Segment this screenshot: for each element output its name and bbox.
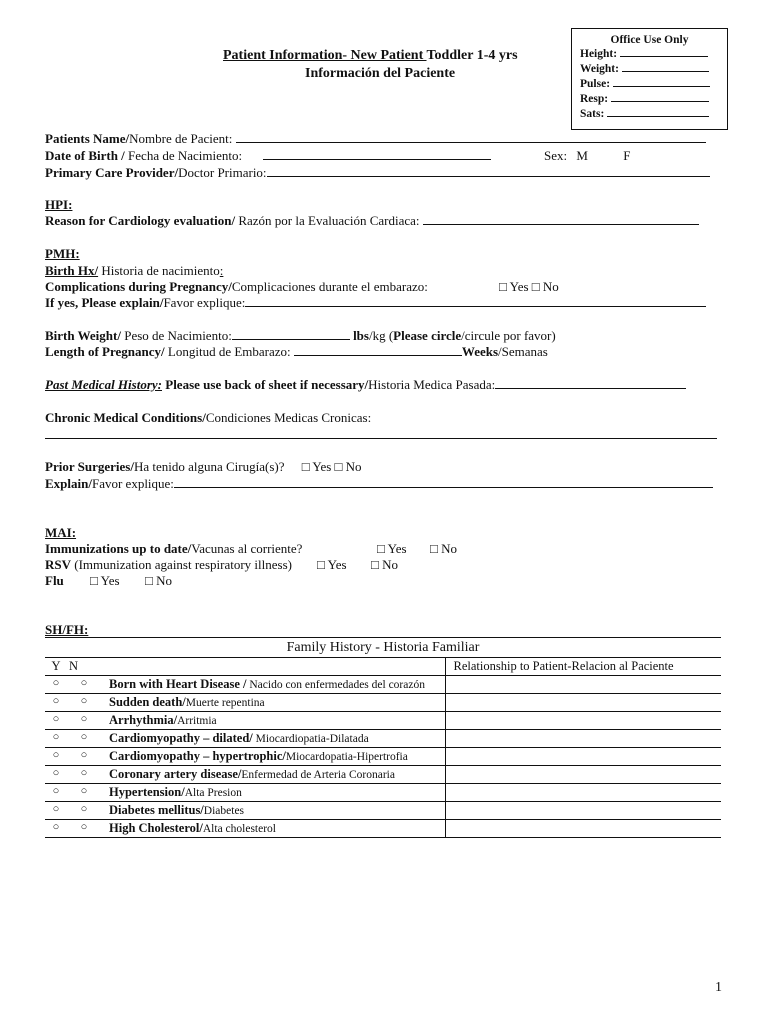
surgeries-options[interactable]: □ Yes □ No [301, 459, 362, 474]
condition-label: Hypertension/Alta Presion [101, 784, 445, 802]
relationship-field[interactable] [445, 820, 721, 838]
condition-label: Cardiomyopathy – hypertrophic/Miocardopatia-Hipertrofia [101, 748, 445, 766]
radio-no[interactable]: ○ [67, 730, 101, 748]
condition-label: Cardiomyopathy – dilated/ Miocardiopatia-Dilatada [101, 730, 445, 748]
office-weight-field[interactable]: Weight: [580, 62, 719, 77]
condition-label: Arrhythmia/Arritmia [101, 712, 445, 730]
length-pregnancy-field[interactable] [294, 345, 462, 356]
complications-row: Complications during Pregnancy/Complicaciones durante el embarazo: [45, 279, 428, 294]
radio-no[interactable]: ○ [67, 748, 101, 766]
hpi-heading: HPI: [45, 197, 73, 212]
radio-yes[interactable]: ○ [45, 784, 67, 802]
radio-no[interactable]: ○ [67, 676, 101, 694]
flu-label: Flu [45, 573, 64, 588]
birth-hx-row: Birth Hx/ Historia de nacimiento: [45, 263, 224, 278]
radio-yes[interactable]: ○ [45, 820, 67, 838]
radio-no[interactable]: ○ [67, 712, 101, 730]
surgeries-explain-field[interactable] [174, 477, 713, 488]
reason-field[interactable] [423, 214, 699, 225]
office-pulse-field[interactable]: Pulse: [580, 77, 719, 92]
col-y-header: Y [45, 658, 67, 676]
radio-yes[interactable]: ○ [45, 730, 67, 748]
office-use-header: Office Use Only [610, 34, 689, 46]
reason-row: Reason for Cardiology evaluation/ Razón por la Evaluación Cardiaca: [45, 213, 699, 229]
radio-no[interactable]: ○ [67, 802, 101, 820]
pcp-row: Primary Care Provider/Doctor Primario: [45, 165, 710, 181]
complications-options[interactable]: □ Yes □ No [499, 279, 559, 294]
table-row [45, 802, 721, 820]
length-pregnancy-row: Length of Pregnancy/ Longitud de Embarazo: Weeks/Semanas [45, 344, 548, 359]
condition-label: Diabetes mellitus/Diabetes [101, 802, 445, 820]
radio-no[interactable]: ○ [67, 820, 101, 838]
condition-label: High Cholesterol/Alta cholesterol [101, 820, 445, 838]
dob-field[interactable] [263, 149, 491, 160]
sex-f-option[interactable]: F [623, 148, 631, 163]
birth-weight-row: Birth Weight/ Peso de Nacimiento: lbs/kg (Please circle/circule por favor) [45, 328, 556, 343]
office-height-field[interactable]: Height: [580, 47, 719, 62]
table-row [45, 748, 721, 766]
relationship-field[interactable] [445, 676, 721, 694]
birth-weight-field[interactable] [232, 329, 350, 340]
relationship-field[interactable] [445, 748, 721, 766]
table-row [45, 766, 721, 784]
table-row [45, 730, 721, 748]
rsv-yes[interactable]: □ Yes [317, 557, 347, 572]
col-n-header: N [67, 658, 101, 676]
col-relationship-header: Relationship to Patient-Relacion al Paciente [445, 658, 721, 676]
surgeries-explain-row: Explain/Favor explique: [45, 476, 713, 492]
chronic-row: Chronic Medical Conditions/Condiciones Medicas Cronicas: [45, 410, 372, 425]
pcp-field[interactable] [267, 166, 710, 177]
surgeries-row: Prior Surgeries/Ha tenido alguna Cirugía(s)? □ Yes □ No [45, 459, 362, 474]
family-history-header-row [45, 658, 721, 676]
relationship-field[interactable] [445, 694, 721, 712]
immunizations-yes[interactable]: □ Yes [377, 541, 407, 556]
immunizations-no[interactable]: □ No [430, 541, 457, 556]
dob-row: Date of Birth / Fecha de Nacimiento: [45, 148, 491, 164]
flu-no[interactable]: □ No [145, 573, 172, 588]
sex-row: Sex: M F [544, 148, 631, 163]
radio-yes[interactable]: ○ [45, 694, 67, 712]
explain-row: If yes, Please explain/Favor explique: [45, 295, 706, 311]
table-row [45, 820, 721, 838]
radio-yes[interactable]: ○ [45, 748, 67, 766]
patient-name-row: Patients Name/Nombre de Pacient: [45, 131, 706, 147]
relationship-field[interactable] [445, 784, 721, 802]
radio-yes[interactable]: ○ [45, 712, 67, 730]
office-sats-field[interactable]: Sats: [580, 107, 719, 122]
table-row [45, 784, 721, 802]
radio-yes[interactable]: ○ [45, 802, 67, 820]
family-history-rule [45, 637, 721, 638]
radio-yes[interactable]: ○ [45, 766, 67, 784]
shfh-heading: SH/FH: [45, 622, 89, 637]
office-use-box [571, 28, 728, 130]
table-row [45, 694, 721, 712]
table-row [45, 712, 721, 730]
relationship-field[interactable] [445, 730, 721, 748]
relationship-field[interactable] [445, 766, 721, 784]
patient-name-field[interactable] [236, 132, 706, 143]
immunizations-row: Immunizations up to date/Vacunas al corriente? [45, 541, 303, 556]
rsv-row: RSV (Immunization against respiratory illness) [45, 557, 292, 572]
family-history-table [45, 657, 721, 838]
radio-no[interactable]: ○ [67, 784, 101, 802]
relationship-field[interactable] [445, 712, 721, 730]
condition-label: Born with Heart Disease / Nacido con enfermedades del corazón [101, 676, 445, 694]
family-history-title: Family History - Historia Familiar [286, 640, 480, 655]
relationship-field[interactable] [445, 802, 721, 820]
mai-heading: MAI: [45, 525, 77, 540]
flu-yes[interactable]: □ Yes [90, 573, 120, 588]
page-subtitle: Información del Paciente [305, 66, 456, 81]
rsv-no[interactable]: □ No [371, 557, 398, 572]
table-row [45, 676, 721, 694]
page-title: Patient Information- New Patient Toddler 1-4 yrs [223, 48, 518, 63]
radio-no[interactable]: ○ [67, 694, 101, 712]
office-resp-field[interactable]: Resp: [580, 92, 719, 107]
page-number: 1 [715, 980, 722, 995]
pmh-heading: PMH: [45, 246, 80, 261]
explain-field[interactable] [245, 296, 706, 307]
condition-label: Coronary artery disease/Enfermedad de Arteria Coronaria [101, 766, 445, 784]
past-history-row: Past Medical History: Please use back of sheet if necessary/Historia Medica Pasada: [45, 377, 686, 393]
sex-m-option[interactable]: M [576, 148, 588, 163]
past-history-field[interactable] [495, 378, 686, 389]
radio-no[interactable]: ○ [67, 766, 101, 784]
radio-yes[interactable]: ○ [45, 676, 67, 694]
condition-label: Sudden death/Muerte repentina [101, 694, 445, 712]
chronic-field[interactable] [45, 427, 717, 439]
